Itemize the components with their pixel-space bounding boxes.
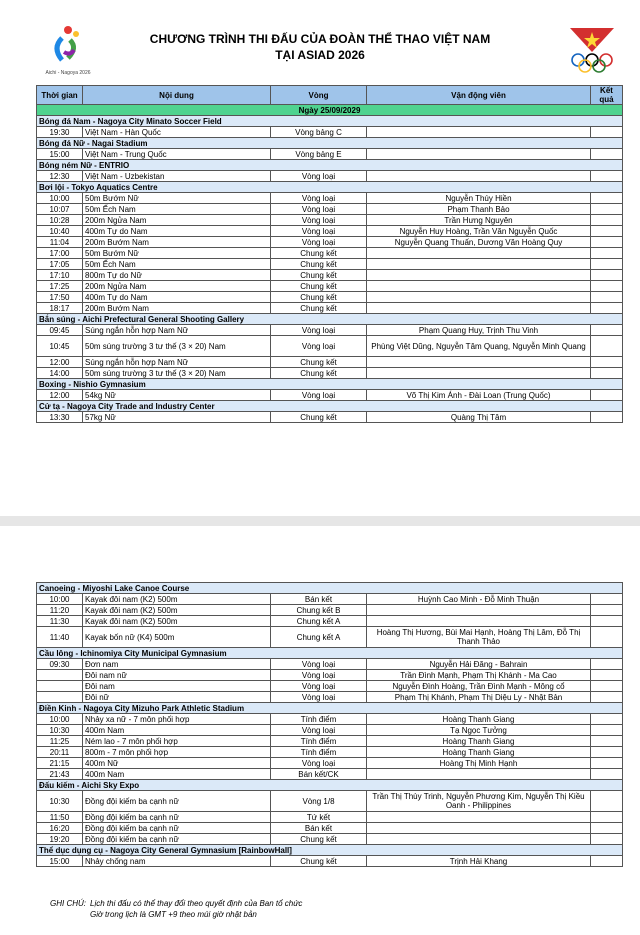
table-row <box>37 237 623 248</box>
day-row <box>37 105 623 116</box>
cell-event: Kayak đôi nam (K2) 500m <box>83 594 271 605</box>
cell-result <box>591 791 623 812</box>
cell-time: 10:00 <box>37 193 83 204</box>
venue-row <box>37 845 623 856</box>
table-row <box>37 769 623 780</box>
cell-time: 21:15 <box>37 758 83 769</box>
cell-time: 11:04 <box>37 237 83 248</box>
table-row <box>37 627 623 648</box>
cell-result <box>591 292 623 303</box>
venue-name: Bóng đá Nữ - Nagai Stadium <box>37 138 623 149</box>
schedule-table-page2 <box>36 582 623 867</box>
cell-event: 50m súng trường 3 tư thế (3 × 20) Nam <box>83 336 271 357</box>
cell-result <box>591 856 623 867</box>
table-row <box>37 605 623 616</box>
cell-athletes: Nguyễn Thúy Hiền <box>367 193 591 204</box>
cell-event: 400m Nữ <box>83 758 271 769</box>
cell-round: Chung kết <box>271 368 367 379</box>
cell-result <box>591 769 623 780</box>
venue-name: Bóng ném Nữ - ENTRIO <box>37 160 623 171</box>
cell-time: 10:30 <box>37 725 83 736</box>
cell-round: Bán kết/CK <box>271 769 367 780</box>
cell-event: 200m Bướm Nam <box>83 237 271 248</box>
cell-event: Đồng đội kiếm ba cạnh nữ <box>83 812 271 823</box>
venue-name: Thể dục dụng cụ - Nagoya City General Gymnasium [RainbowHall] <box>37 845 623 856</box>
venue-name: Đấu kiếm - Aichi Sky Expo <box>37 780 623 791</box>
table-row <box>37 390 623 401</box>
cell-event: 50m Bướm Nữ <box>83 248 271 259</box>
cell-athletes: Hoàng Thanh Giang <box>367 714 591 725</box>
schedule-table-page1 <box>36 85 623 423</box>
cell-round: Vòng loại <box>271 193 367 204</box>
cell-round: Vòng bảng C <box>271 127 367 138</box>
cell-result <box>591 758 623 769</box>
cell-event: Súng ngắn hỗn hợp Nam Nữ <box>83 325 271 336</box>
cell-athletes <box>367 259 591 270</box>
cell-athletes <box>367 812 591 823</box>
cell-result <box>591 823 623 834</box>
cell-athletes <box>367 616 591 627</box>
table-row <box>37 336 623 357</box>
venue-name: Bơi lội - Tokyo Aquatics Centre <box>37 182 623 193</box>
cell-event: Đôi nam <box>83 681 271 692</box>
note-label: GHI CHÚ: <box>50 899 86 908</box>
cell-event: 54kg Nữ <box>83 390 271 401</box>
cell-event: 800m Tự do Nữ <box>83 270 271 281</box>
cell-athletes <box>367 270 591 281</box>
note-line-1: Lịch thi đấu có thể thay đổi theo quyết định của Ban tổ chức <box>90 899 303 908</box>
cell-result <box>591 259 623 270</box>
cell-event: 57kg Nữ <box>83 412 271 423</box>
col-header-result: Kết quả <box>591 86 623 105</box>
svg-text:Aichi - Nagoya 2026: Aichi - Nagoya 2026 <box>45 70 91 76</box>
cell-time: 17:50 <box>37 292 83 303</box>
cell-event: 200m Ngửa Nam <box>83 281 271 292</box>
cell-result <box>591 127 623 138</box>
cell-time: 19:20 <box>37 834 83 845</box>
table-row <box>37 368 623 379</box>
cell-event: 200m Bướm Nam <box>83 303 271 314</box>
cell-event: Việt Nam - Hàn Quốc <box>83 127 271 138</box>
cell-round: Vòng loại <box>271 226 367 237</box>
table-row <box>37 303 623 314</box>
cell-event: Đồng đội kiếm ba cạnh nữ <box>83 834 271 845</box>
table-row <box>37 670 623 681</box>
cell-result <box>591 149 623 160</box>
cell-result <box>591 215 623 226</box>
cell-event: 50m Bướm Nữ <box>83 193 271 204</box>
cell-time: 19:30 <box>37 127 83 138</box>
cell-athletes <box>367 823 591 834</box>
cell-time: 12:30 <box>37 171 83 182</box>
cell-event: 800m - 7 môn phối hợp <box>83 747 271 758</box>
cell-round: Chung kết <box>271 270 367 281</box>
cell-time: 14:00 <box>37 368 83 379</box>
cell-result <box>591 325 623 336</box>
cell-result <box>591 594 623 605</box>
cell-round: Vòng loại <box>271 659 367 670</box>
venue-row <box>37 138 623 149</box>
olympic-committee-logo-icon <box>562 26 622 76</box>
venue-name: Cầu lông - Ichinomiya City Municipal Gymnasium <box>37 648 623 659</box>
asiad-logo-icon <box>40 22 96 78</box>
cell-round: Vòng loại <box>271 681 367 692</box>
cell-round: Chung kết A <box>271 616 367 627</box>
table-header-row <box>37 86 623 105</box>
venue-name: Bóng đá Nam - Nagoya City Minato Soccer Field <box>37 116 623 127</box>
table-row <box>37 171 623 182</box>
cell-event: Súng ngắn hỗn hợp Nam Nữ <box>83 357 271 368</box>
cell-round: Vòng loại <box>271 171 367 182</box>
table-row <box>37 725 623 736</box>
cell-round: Bán kết <box>271 594 367 605</box>
cell-round: Vòng loại <box>271 336 367 357</box>
cell-round: Tứ kết <box>271 812 367 823</box>
cell-round: Vòng loại <box>271 204 367 215</box>
venue-name: Bắn súng - Aichi Prefectural General Shooting Gallery <box>37 314 623 325</box>
cell-event: Kayak bốn nữ (K4) 500m <box>83 627 271 648</box>
cell-result <box>591 171 623 182</box>
cell-result <box>591 605 623 616</box>
cell-event: Đồng đội kiếm ba cạnh nữ <box>83 823 271 834</box>
venue-name: Canoeing - Miyoshi Lake Canoe Course <box>37 583 623 594</box>
cell-round: Tính điểm <box>271 747 367 758</box>
cell-result <box>591 747 623 758</box>
cell-athletes: Trần Đình Mạnh, Phạm Thị Khánh - Ma Cao <box>367 670 591 681</box>
table-row <box>37 758 623 769</box>
cell-result <box>591 248 623 259</box>
cell-time <box>37 692 83 703</box>
cell-athletes <box>367 368 591 379</box>
cell-time: 10:30 <box>37 791 83 812</box>
cell-time: 17:25 <box>37 281 83 292</box>
cell-round: Vòng loại <box>271 692 367 703</box>
cell-result <box>591 336 623 357</box>
cell-time: 10:00 <box>37 714 83 725</box>
cell-result <box>591 736 623 747</box>
table-row <box>37 193 623 204</box>
cell-result <box>591 412 623 423</box>
venue-name: Điền Kinh - Nagoya City Mizuho Park Athletic Stadium <box>37 703 623 714</box>
cell-result <box>591 692 623 703</box>
cell-athletes: Nguyễn Hải Đăng - Bahrain <box>367 659 591 670</box>
cell-time: 10:40 <box>37 226 83 237</box>
cell-result <box>591 193 623 204</box>
cell-event: Việt Nam - Trung Quốc <box>83 149 271 160</box>
cell-time: 17:00 <box>37 248 83 259</box>
cell-athletes <box>367 248 591 259</box>
cell-round: Vòng bảng E <box>271 149 367 160</box>
cell-result <box>591 281 623 292</box>
cell-round: Vòng loại <box>271 390 367 401</box>
cell-time: 15:00 <box>37 149 83 160</box>
cell-time: 10:28 <box>37 215 83 226</box>
table-row <box>37 248 623 259</box>
cell-time: 11:25 <box>37 736 83 747</box>
cell-athletes: Trần Thị Thùy Trinh, Nguyễn Phương Kim, Nguyễn Thị Kiều Oanh - Philippines <box>367 791 591 812</box>
table-row <box>37 692 623 703</box>
venue-row <box>37 314 623 325</box>
cell-result <box>591 357 623 368</box>
cell-event: Kayak đôi nam (K2) 500m <box>83 605 271 616</box>
cell-round: Chung kết <box>271 856 367 867</box>
cell-round: Chung kết <box>271 281 367 292</box>
cell-athletes: Nguyễn Đình Hoàng, Trần Đình Mạnh - Mông cổ <box>367 681 591 692</box>
table-row <box>37 659 623 670</box>
cell-round: Vòng loại <box>271 670 367 681</box>
cell-round: Vòng loại <box>271 725 367 736</box>
cell-result <box>591 270 623 281</box>
cell-time: 12:00 <box>37 357 83 368</box>
table-row <box>37 834 623 845</box>
cell-event: Đơn nam <box>83 659 271 670</box>
venue-row <box>37 648 623 659</box>
venue-row <box>37 583 623 594</box>
cell-round: Vòng loại <box>271 325 367 336</box>
col-header-event: Nội dung <box>83 86 271 105</box>
table-row <box>37 747 623 758</box>
cell-event: 400m Nam <box>83 769 271 780</box>
cell-time: 11:20 <box>37 605 83 616</box>
table-row <box>37 856 623 867</box>
cell-athletes <box>367 303 591 314</box>
cell-athletes: Hoàng Thanh Giang <box>367 747 591 758</box>
cell-event: 50m súng trường 3 tư thế (3 × 20) Nam <box>83 368 271 379</box>
cell-athletes: Trần Hưng Nguyên <box>367 215 591 226</box>
venue-row <box>37 401 623 412</box>
page-separator <box>0 516 640 526</box>
table-row <box>37 823 623 834</box>
cell-athletes <box>367 281 591 292</box>
cell-time: 12:00 <box>37 390 83 401</box>
cell-time: 10:00 <box>37 594 83 605</box>
col-header-athletes: Vận động viên <box>367 86 591 105</box>
table-row <box>37 325 623 336</box>
day-label: Ngày 25/09/2029 <box>37 105 623 116</box>
table-row <box>37 127 623 138</box>
cell-athletes: Võ Thị Kim Ánh - Đài Loan (Trung Quốc) <box>367 390 591 401</box>
table-row <box>37 149 623 160</box>
cell-event: 200m Ngửa Nam <box>83 215 271 226</box>
table-row <box>37 281 623 292</box>
cell-athletes: Phạm Thị Khánh, Phạm Thị Diệu Ly - Nhật Bản <box>367 692 591 703</box>
header <box>0 0 640 84</box>
cell-athletes: Phạm Thanh Bảo <box>367 204 591 215</box>
cell-round: Chung kết <box>271 834 367 845</box>
cell-athletes: Trịnh Hải Khang <box>367 856 591 867</box>
cell-round: Chung kết <box>271 303 367 314</box>
cell-athletes <box>367 127 591 138</box>
cell-athletes: Hoàng Thị Hương, Bùi Mai Hạnh, Hoàng Thị Lâm, Đỗ Thị Thanh Thảo <box>367 627 591 648</box>
cell-event: 400m Tự do Nam <box>83 226 271 237</box>
table-row <box>37 812 623 823</box>
cell-event: 50m Ếch Nam <box>83 204 271 215</box>
col-header-time: Thời gian <box>37 86 83 105</box>
cell-event: Kayak đôi nam (K2) 500m <box>83 616 271 627</box>
table-row <box>37 736 623 747</box>
table-row <box>37 681 623 692</box>
col-header-round: Vòng <box>271 86 367 105</box>
cell-time: 11:40 <box>37 627 83 648</box>
table-row <box>37 616 623 627</box>
cell-time: 20:11 <box>37 747 83 758</box>
cell-athletes: Tạ Ngọc Tưởng <box>367 725 591 736</box>
cell-time: 16:20 <box>37 823 83 834</box>
cell-time: 15:00 <box>37 856 83 867</box>
cell-athletes <box>367 149 591 160</box>
cell-result <box>591 725 623 736</box>
cell-result <box>591 670 623 681</box>
cell-athletes <box>367 292 591 303</box>
cell-result <box>591 659 623 670</box>
table-row <box>37 204 623 215</box>
footnote <box>50 898 302 920</box>
cell-athletes: Hoàng Thị Minh Hạnh <box>367 758 591 769</box>
cell-round: Vòng loại <box>271 237 367 248</box>
venue-row <box>37 116 623 127</box>
page-subtitle: TẠI ASIAD 2026 <box>275 48 365 62</box>
cell-round: Tính điểm <box>271 736 367 747</box>
cell-event: 400m Tự do Nam <box>83 292 271 303</box>
cell-athletes: Nguyễn Huy Hoàng, Trần Văn Nguyễn Quốc <box>367 226 591 237</box>
cell-athletes <box>367 605 591 616</box>
table-row <box>37 215 623 226</box>
cell-athletes: Quàng Thị Tâm <box>367 412 591 423</box>
cell-round: Chung kết <box>271 248 367 259</box>
cell-event: Đôi nữ <box>83 692 271 703</box>
cell-event: Đôi nam nữ <box>83 670 271 681</box>
table-row <box>37 259 623 270</box>
cell-round: Chung kết A <box>271 627 367 648</box>
cell-round: Vòng loại <box>271 758 367 769</box>
cell-athletes: Phạm Quang Huy, Trịnh Thu Vinh <box>367 325 591 336</box>
cell-time <box>37 670 83 681</box>
cell-athletes <box>367 357 591 368</box>
cell-event: 50m Ếch Nam <box>83 259 271 270</box>
cell-result <box>591 237 623 248</box>
cell-time: 17:10 <box>37 270 83 281</box>
table-row <box>37 791 623 812</box>
cell-result <box>591 303 623 314</box>
cell-athletes <box>367 769 591 780</box>
venue-name: Boxing - Nishio Gymnasium <box>37 379 623 390</box>
cell-result <box>591 714 623 725</box>
venue-row <box>37 182 623 193</box>
table-row <box>37 594 623 605</box>
cell-event: Nhảy chống nam <box>83 856 271 867</box>
table-row <box>37 226 623 237</box>
cell-round: Vòng 1/8 <box>271 791 367 812</box>
cell-result <box>591 390 623 401</box>
cell-time: 11:50 <box>37 812 83 823</box>
cell-event: Ném lao - 7 môn phối hợp <box>83 736 271 747</box>
note-line-2: Giờ trong lịch là GMT +9 theo múi giờ nhật bản <box>90 910 257 919</box>
page-title: CHƯƠNG TRÌNH THI ĐẤU CỦA ĐOÀN THỂ THAO VIỆT NAM <box>149 32 491 46</box>
table-row <box>37 357 623 368</box>
cell-round: Chung kết <box>271 259 367 270</box>
cell-result <box>591 226 623 237</box>
cell-athletes: Huỳnh Cao Minh - Đỗ Minh Thuận <box>367 594 591 605</box>
cell-result <box>591 681 623 692</box>
cell-athletes <box>367 834 591 845</box>
cell-athletes: Phùng Việt Dũng, Nguyễn Tâm Quang, Nguyễn Minh Quang <box>367 336 591 357</box>
cell-time: 13:30 <box>37 412 83 423</box>
table-row <box>37 292 623 303</box>
cell-athletes: Nguyễn Quang Thuấn, Dương Văn Hoàng Quy <box>367 237 591 248</box>
venue-row <box>37 379 623 390</box>
table-row <box>37 270 623 281</box>
cell-athletes: Hoàng Thanh Giang <box>367 736 591 747</box>
cell-result <box>591 834 623 845</box>
cell-event: 400m Nam <box>83 725 271 736</box>
cell-round: Bán kết <box>271 823 367 834</box>
venue-row <box>37 703 623 714</box>
cell-result <box>591 812 623 823</box>
cell-event: Việt Nam - Uzbekistan <box>83 171 271 182</box>
venue-row <box>37 780 623 791</box>
cell-time <box>37 681 83 692</box>
cell-round: Chung kết B <box>271 605 367 616</box>
cell-round: Tính điểm <box>271 714 367 725</box>
cell-round: Vòng loại <box>271 215 367 226</box>
cell-result <box>591 616 623 627</box>
cell-time: 09:30 <box>37 659 83 670</box>
cell-round: Chung kết <box>271 292 367 303</box>
cell-round: Chung kết <box>271 412 367 423</box>
cell-event: Đồng đội kiếm ba cạnh nữ <box>83 791 271 812</box>
table-row <box>37 412 623 423</box>
cell-athletes <box>367 171 591 182</box>
cell-result <box>591 627 623 648</box>
cell-time: 09:45 <box>37 325 83 336</box>
cell-time: 10:07 <box>37 204 83 215</box>
cell-result <box>591 204 623 215</box>
venue-name: Cử tạ - Nagoya City Trade and Industry Center <box>37 401 623 412</box>
cell-time: 11:30 <box>37 616 83 627</box>
cell-event: Nhảy xa nữ - 7 môn phối hợp <box>83 714 271 725</box>
table-row <box>37 714 623 725</box>
venue-row <box>37 160 623 171</box>
cell-time: 10:45 <box>37 336 83 357</box>
cell-time: 21:43 <box>37 769 83 780</box>
cell-time: 17:05 <box>37 259 83 270</box>
cell-time: 18:17 <box>37 303 83 314</box>
cell-result <box>591 368 623 379</box>
cell-round: Chung kết <box>271 357 367 368</box>
